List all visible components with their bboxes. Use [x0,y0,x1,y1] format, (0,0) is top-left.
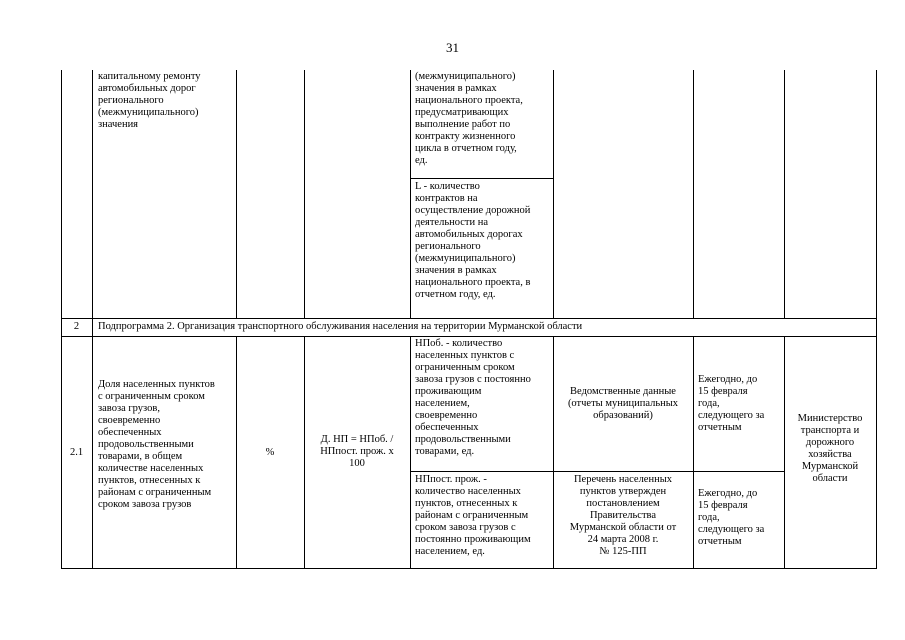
reporting-period-2: Ежегодно, до 15 февраля года, следующего за отчетным [698,488,765,547]
calculation-formula: Д. НП = НПоб. / НПпост. прож. х 100 [320,434,394,469]
responsible-body: Министерство транспорта и дорожного хозяйства Мурманской области [797,413,863,484]
continuation-variable-2: L - количество контрактов на осуществление дорожной деятельности на автомобильных дорогах регионального (межмуниципального) значения в рамках национального проекта, в отчетном году, ед. [415,181,531,300]
subprogram-number: 2 [73,321,80,332]
continuation-variable-1: (межмуниципального) значения в рамках национального проекта, предусматривающих выполнение работ по контракту жизненного цикла в отчетном году, ед. [415,71,523,166]
formula-variable-1: НПоб. - количество населенных пунктов с ограниченным сроком завоза грузов с постоянно проживающим населением, своевременно обеспеченных продовольственными товарами, ед. [415,338,531,457]
indicator-name: Доля населенных пунктов с ограниченным сроком завоза грузов, своевременно обеспеченных продовольственными товарами, в общем количестве населенных пунктов, отнесенных к районам с ограниченным сроком завоза грузов [98,379,215,510]
formula-variable-2: НПпост. прож. - количество населенных пунктов, отнесенных к районам с ограниченным сроком завоза грузов с постоянно проживающим населением, ед. [415,474,531,557]
data-source-1: Ведомственные данные (отчеты муниципальных образований) [567,386,679,421]
data-source-2: Перечень населенных пунктов утвержден постановлением Правительства Мурманской области от 24 марта 2008 г. № 125-ПП [569,474,677,557]
continuation-indicator-name: капитальному ремонту автомобильных дорог регионального (межмуниципального) значения [98,71,201,130]
reporting-period-1: Ежегодно, до 15 февраля года, следующего за отчетным [698,374,765,433]
page-number: 31 [446,40,459,55]
subprogram-title: Подпрограмма 2. Организация транспортного обслуживания населения на территории Мурманской области [98,321,583,332]
row-number: 2.1 [69,447,84,458]
unit-of-measure: % [265,447,275,458]
